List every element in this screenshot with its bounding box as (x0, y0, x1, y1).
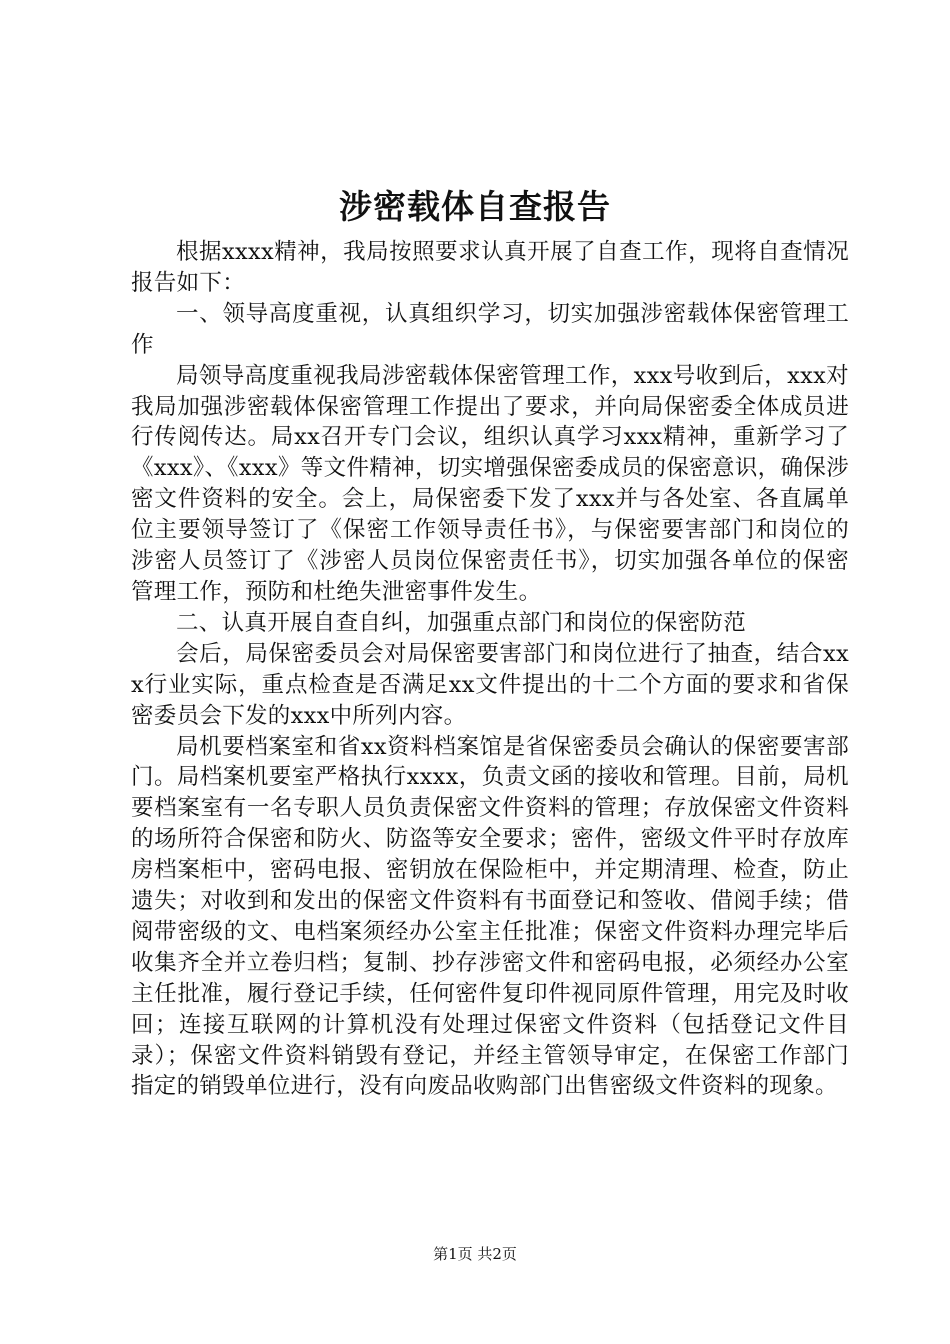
paragraph-section-2a: 会后，局保密委员会对局保密要害部门和岗位进行了抽查，结合xxx行业实际，重点检查是否满足xx文件提出的十二个方面的要求和省保密委员会下发的xxx中所列内容。 (131, 640, 849, 729)
page-number-footer: 第1页 共2页 (433, 1245, 517, 1263)
section-heading-1: 一、领导高度重视，认真组织学习，切实加强涉密载体保密管理工作 (131, 300, 849, 358)
paragraph-intro: 根据xxxx精神，我局按照要求认真开展了自查工作，现将自查情况报告如下： (131, 239, 849, 296)
section-heading-2: 二、认真开展自查自纠，加强重点部门和岗位的保密防范 (176, 609, 747, 636)
document-title: 涉密载体自查报告 (339, 187, 611, 226)
paragraph-section-1: 局领导高度重视我局涉密载体保密管理工作，xxx号收到后，xxx对我局加强涉密载体保密管理工作提出了要求，并向局保密委全体成员进行传阅传达。局xx召开专门会议，组织认真学习xxx精神，重新学习了《xxx》、《xxx》等文件精神，切实增强保密委成员的保密意识，确保涉密文件资料的安全。会上，局保密委下发了xxx并与各处室、各直属单位主要领导签订了《保密工作领导责任书》，与保密要害部门和岗位的涉密人员签订了《涉密人员岗位保密责任书》，切实加强各单位的保密管理工作，预防和杜绝失泄密事件发生。 (131, 362, 849, 605)
document-body (131, 237, 849, 1102)
paragraph-section-2b: 局机要档案室和省xx资料档案馆是省保密委员会确认的保密要害部门。局档案机要室严格执行xxxx，负责文函的接收和管理。目前，局机要档案室有一名专职人员负责保密文件资料的管理；存放保密文件资料的场所符合保密和防火、防盗等安全要求；密件，密级文件平时存放库房档案柜中，密码电报、密钥放在保险柜中，并定期清理、检查，防止遗失；对收到和发出的保密文件资料有书面登记和签收、借阅手续；借阅带密级的文、电档案须经办公室主任批准；保密文件资料办理完毕后收集齐全并立卷归档；复制、抄存涉密文件和密码电报，必须经办公室主任批准，履行登记手续，任何密件复印件视同原件管理，用完及时收回；连接互联网的计算机没有处理过保密文件资料（包括登记文件目录）；保密文件资料销毁有登记，并经主管领导审定，在保密工作部门指定的销毁单位进行，没有向废品收购部门出售密级文件资料的现象。 (131, 733, 849, 1100)
